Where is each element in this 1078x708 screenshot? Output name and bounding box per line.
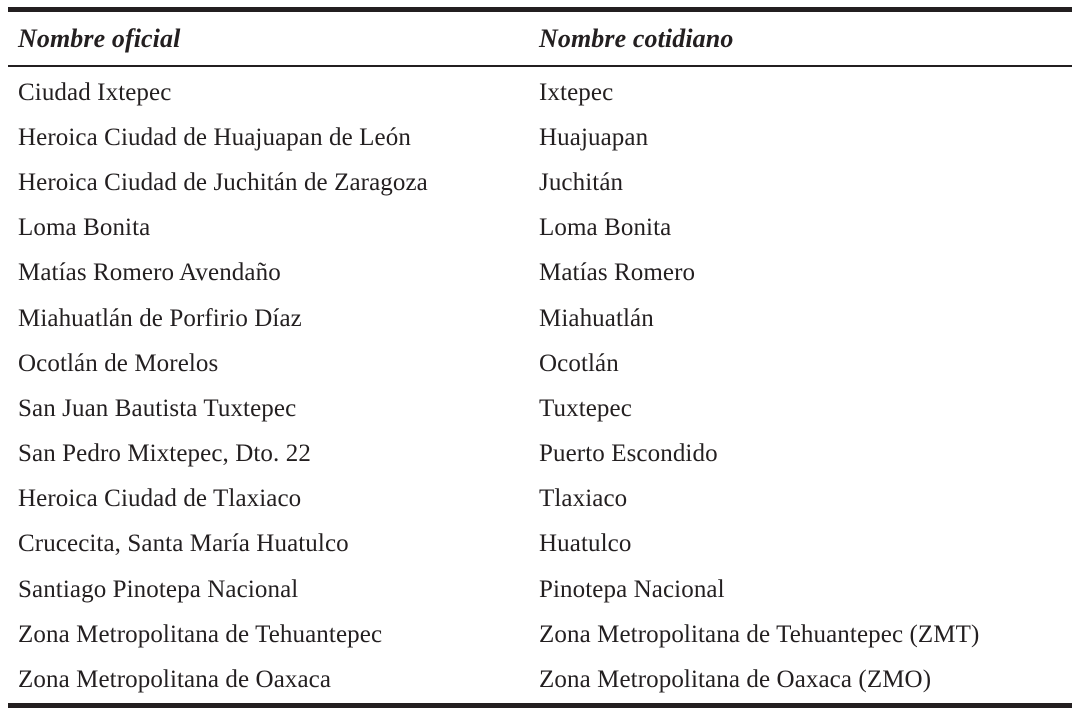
common-name-cell: Huatulco bbox=[539, 530, 632, 558]
table-row bbox=[8, 70, 1072, 115]
common-name-cell: Ocotlán bbox=[539, 349, 619, 377]
table-header-row bbox=[8, 12, 1072, 65]
common-name-cell: Pinotepa Nacional bbox=[539, 575, 725, 603]
common-name-cell: Zona Metropolitana de Tehuantepec (ZMT) bbox=[539, 620, 980, 648]
common-name-cell: Zona Metropolitana de Oaxaca (ZMO) bbox=[539, 666, 932, 694]
official-name-cell: San Pedro Mixtepec, Dto. 22 bbox=[18, 440, 311, 468]
table-row bbox=[8, 477, 1072, 522]
official-name-cell: Heroica Ciudad de Tlaxiaco bbox=[18, 485, 302, 513]
common-name-cell: Ixtepec bbox=[539, 78, 614, 106]
table-row bbox=[8, 657, 1072, 702]
common-name-cell: Tlaxiaco bbox=[539, 485, 628, 513]
table-row bbox=[8, 341, 1072, 386]
official-name-cell: Heroica Ciudad de Huajuapan de León bbox=[18, 123, 411, 151]
common-name-cell: Huajuapan bbox=[539, 123, 649, 151]
official-name-cell: San Juan Bautista Tuxtepec bbox=[18, 394, 297, 422]
official-name-cell: Zona Metropolitana de Tehuantepec bbox=[18, 620, 383, 648]
table-row bbox=[8, 567, 1072, 612]
official-name-cell: Loma Bonita bbox=[18, 214, 151, 242]
table-row bbox=[8, 386, 1072, 431]
table-row bbox=[8, 206, 1072, 251]
official-name-cell: Matías Romero Avendaño bbox=[18, 259, 281, 287]
table-row bbox=[8, 296, 1072, 341]
official-name-cell: Zona Metropolitana de Oaxaca bbox=[18, 666, 332, 694]
common-name-cell: Juchitán bbox=[539, 168, 624, 196]
official-name-cell: Crucecita, Santa María Huatulco bbox=[18, 530, 349, 558]
table-body bbox=[8, 67, 1072, 703]
official-name-cell: Heroica Ciudad de Juchitán de Zaragoza bbox=[18, 168, 428, 196]
table-row bbox=[8, 115, 1072, 160]
official-name-cell: Ocotlán de Morelos bbox=[18, 349, 219, 377]
official-name-cell: Miahuatlán de Porfirio Díaz bbox=[18, 304, 302, 332]
header-official-name: Nombre oficial bbox=[18, 23, 181, 53]
table-row bbox=[8, 251, 1072, 296]
common-name-cell: Miahuatlán bbox=[539, 304, 654, 332]
header-common-name: Nombre cotidiano bbox=[539, 23, 734, 53]
table-row bbox=[8, 612, 1072, 657]
common-name-cell: Tuxtepec bbox=[539, 394, 632, 422]
table-row bbox=[8, 432, 1072, 477]
common-name-cell: Puerto Escondido bbox=[539, 440, 718, 468]
table-bottom-rule bbox=[8, 703, 1072, 708]
table-row bbox=[8, 160, 1072, 205]
table-row bbox=[8, 522, 1072, 567]
names-table bbox=[8, 7, 1072, 708]
official-name-cell: Ciudad Ixtepec bbox=[18, 78, 172, 106]
common-name-cell: Matías Romero bbox=[539, 259, 696, 287]
common-name-cell: Loma Bonita bbox=[539, 214, 672, 242]
official-name-cell: Santiago Pinotepa Nacional bbox=[18, 575, 299, 603]
